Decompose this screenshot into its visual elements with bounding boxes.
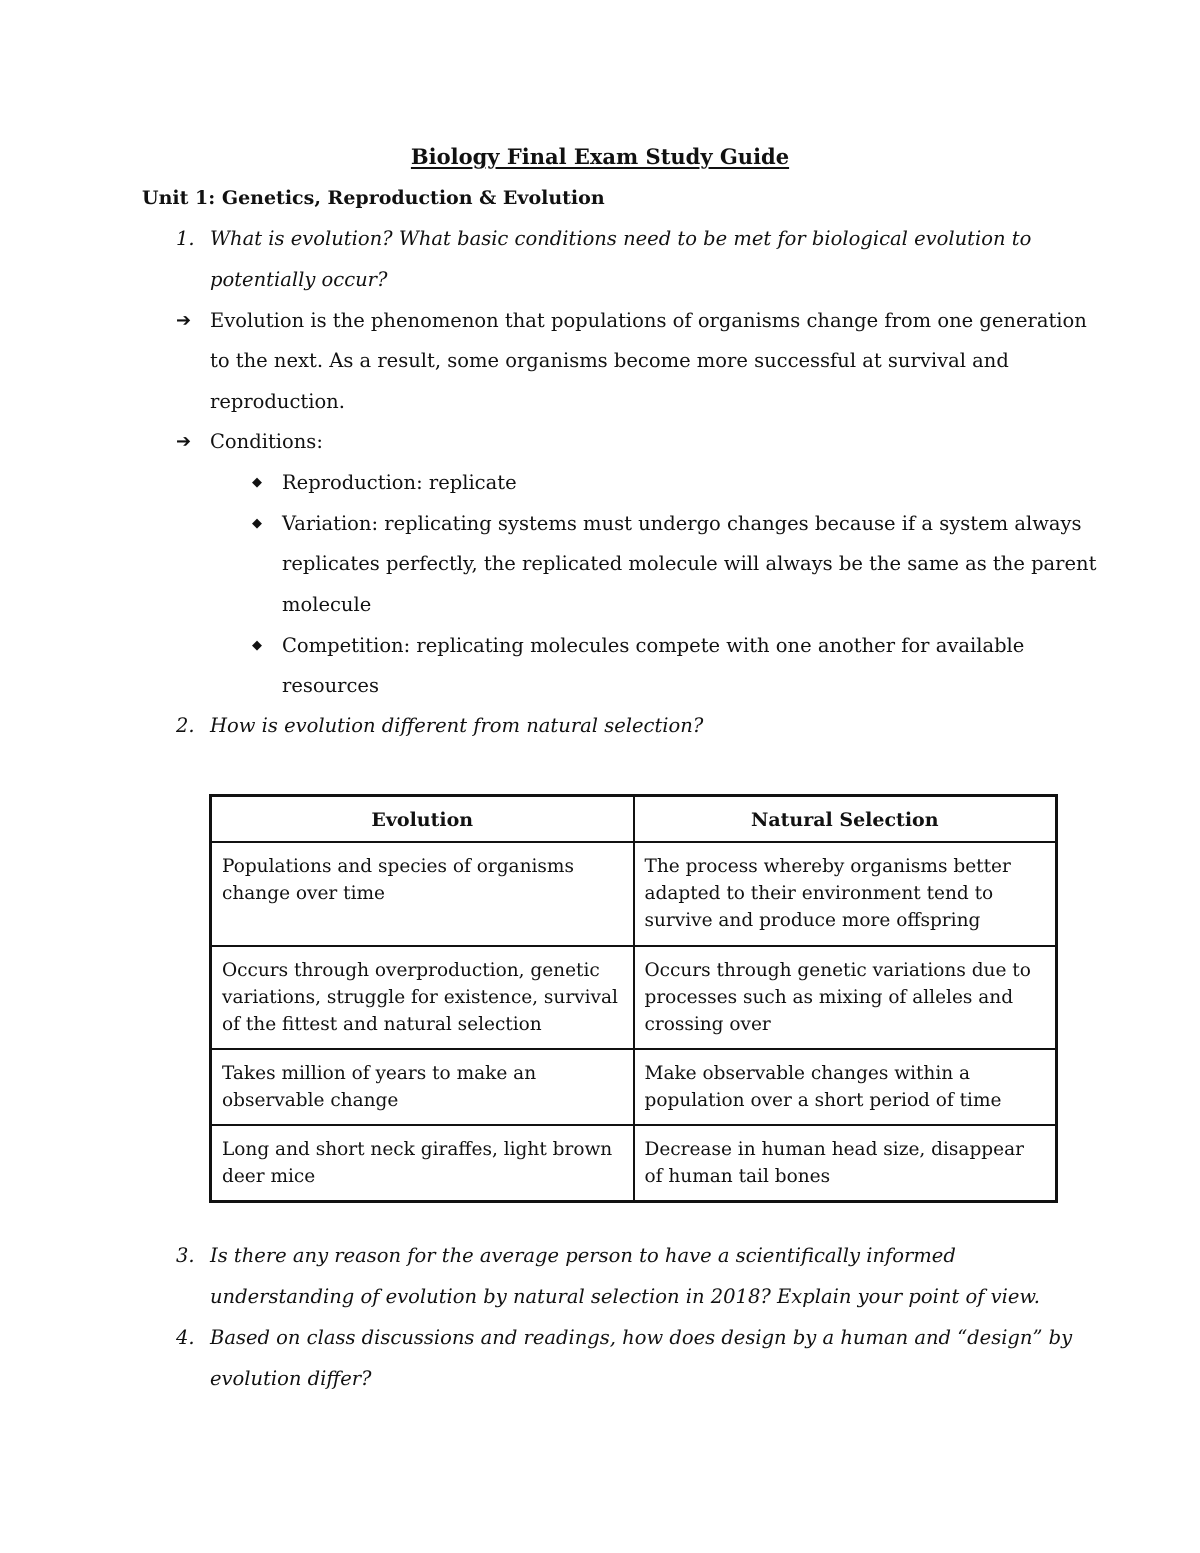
table-cell: Decrease in human head size, disappear of human tail bones — [634, 1125, 1057, 1201]
condition-text: replicates perfectly, the replicated molecule will always be the same as the parent — [282, 552, 1097, 575]
page-title: Biology Final Exam Study Guide — [410, 144, 790, 169]
unit-heading: Unit 1: Genetics, Reproduction & Evolution — [142, 187, 605, 209]
question-number: 3. — [176, 1244, 195, 1267]
table-cell: Long and short neck giraffes, light brown deer mice — [211, 1125, 634, 1201]
question-text: Is there any reason for the average person to have a scientifically informed — [210, 1244, 956, 1267]
question-number: 4. — [176, 1326, 195, 1349]
comparison-table — [209, 794, 1058, 1203]
table-header-natural-selection: Natural Selection — [634, 796, 1057, 843]
table-row — [211, 946, 1057, 1049]
condition-text: resources — [282, 674, 379, 697]
condition-text: Reproduction: replicate — [282, 471, 517, 494]
table-cell: Populations and species of organisms change over time — [211, 842, 634, 946]
question-text: How is evolution different from natural selection? — [210, 714, 704, 737]
table-row — [211, 1125, 1057, 1201]
arrow-bullet-icon: ➔ — [176, 310, 192, 331]
table-header-evolution: Evolution — [211, 796, 634, 843]
condition-text: Competition: replicating molecules compete with one another for available — [282, 634, 1025, 657]
answer-text: to the next. As a result, some organisms become more successful at survival and — [210, 349, 1009, 372]
question-text: Based on class discussions and readings, how does design by a human and “design” by — [210, 1326, 1073, 1349]
answer-text: reproduction. — [210, 390, 345, 413]
table-cell: Occurs through genetic variations due to processes such as mixing of alleles and crossing over — [634, 946, 1057, 1049]
question-text: evolution differ? — [210, 1367, 372, 1390]
table-cell: Make observable changes within a population over a short period of time — [634, 1049, 1057, 1125]
answer-text: Evolution is the phenomenon that populations of organisms change from one generation — [210, 309, 1087, 332]
question-text: potentially occur? — [210, 268, 388, 291]
table-cell: Takes million of years to make an observable change — [211, 1049, 634, 1125]
arrow-bullet-icon: ➔ — [176, 431, 192, 452]
table-cell: The process whereby organisms better adapted to their environment tend to survive and produce more offspring — [634, 842, 1057, 946]
conditions-label: Conditions: — [210, 430, 323, 453]
table-header-row — [211, 796, 1057, 843]
question-text: understanding of evolution by natural selection in 2018? Explain your point of view. — [210, 1285, 1040, 1308]
diamond-bullet-icon: ◆ — [252, 475, 262, 490]
table-row — [211, 842, 1057, 946]
question-number: 1. — [176, 227, 195, 250]
condition-text: Variation: replicating systems must undergo changes because if a system always — [282, 512, 1082, 535]
diamond-bullet-icon: ◆ — [252, 638, 262, 653]
question-text: What is evolution? What basic conditions need to be met for biological evolution to — [210, 227, 1032, 250]
question-number: 2. — [176, 714, 195, 737]
table-row — [211, 1049, 1057, 1125]
condition-text: molecule — [282, 593, 372, 616]
diamond-bullet-icon: ◆ — [252, 516, 262, 531]
table-cell: Occurs through overproduction, genetic variations, struggle for existence, survival of the fittest and natural selection — [211, 946, 634, 1049]
